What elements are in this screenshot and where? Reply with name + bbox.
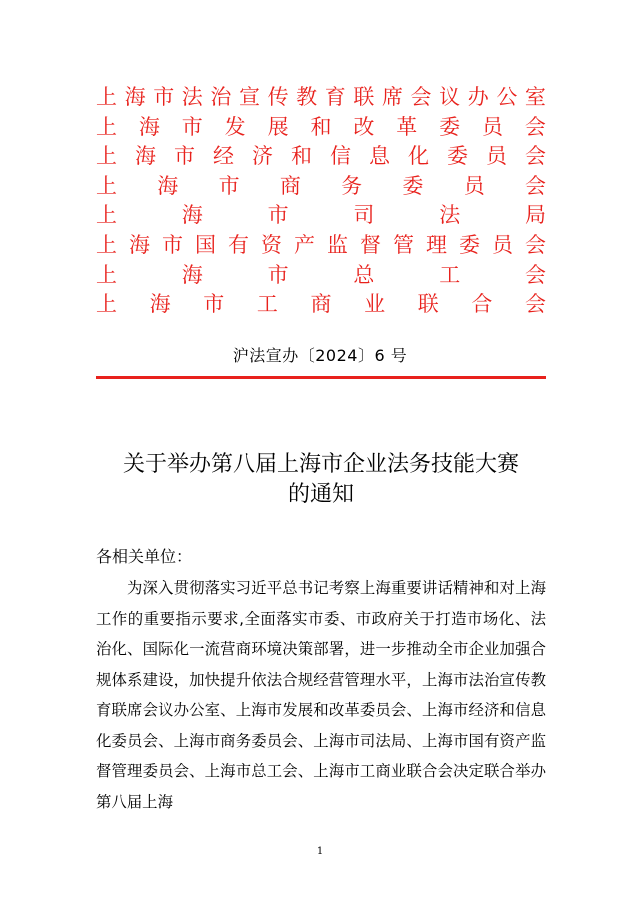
- issuer-char: 发: [224, 114, 246, 139]
- issuer-char: 理: [426, 232, 447, 257]
- issuer-char: 海: [129, 232, 150, 257]
- issuer-char: 会: [410, 85, 432, 109]
- issuer-char: 工: [439, 262, 461, 287]
- issuer-line: [96, 142, 546, 172]
- issuer-char: 委: [447, 144, 468, 169]
- issuer-char: 海: [157, 173, 179, 198]
- issuer-char: 市: [267, 262, 289, 287]
- page-number: 1: [316, 846, 324, 857]
- document-number: 沪法宣办〔2024〕6 号: [232, 346, 408, 365]
- issuer-char: 有: [228, 232, 249, 257]
- issuer-char: 海: [149, 292, 171, 317]
- issuer-char: 商: [310, 292, 332, 317]
- issuer-char: 局: [524, 203, 546, 228]
- issuer-char: 信: [330, 144, 351, 169]
- issuer-char: 会: [525, 144, 546, 169]
- issuer-char: 管: [393, 232, 414, 257]
- issuer-char: 上: [96, 85, 117, 109]
- notice-title: [96, 450, 546, 510]
- issuer-line: [96, 83, 546, 113]
- issuer-char: 革: [396, 114, 418, 139]
- issuer-char: 济: [252, 144, 273, 169]
- issuer-char: 化: [408, 144, 429, 169]
- issuer-char: 会: [524, 262, 546, 287]
- issuer-line: [96, 172, 546, 202]
- issuer-line: [96, 231, 546, 261]
- issuer-char: 经: [213, 144, 234, 169]
- issuer-char: 会: [525, 292, 546, 317]
- issuer-char: 商: [279, 173, 301, 198]
- issuer-char: 委: [439, 114, 461, 139]
- issuer-char: 工: [256, 292, 278, 317]
- issuer-char: 监: [327, 232, 348, 257]
- issuer-char: 教: [296, 85, 318, 109]
- issuer-char: 上: [96, 144, 117, 169]
- issuer-char: 办: [467, 85, 489, 109]
- issuer-char: 产: [294, 232, 315, 257]
- red-divider: [96, 376, 546, 379]
- issuer-char: 市: [203, 292, 225, 317]
- issuer-char: 市: [162, 232, 183, 257]
- issuer-char: 上: [96, 114, 117, 139]
- issuer-char: 息: [369, 144, 390, 169]
- issuer-char: 资: [261, 232, 282, 257]
- issuer-char: 业: [364, 292, 386, 317]
- issuer-char: 总: [353, 262, 375, 287]
- issuer-char: 和: [291, 144, 312, 169]
- issuer-char: 员: [492, 232, 513, 257]
- issuer-line: [96, 113, 546, 143]
- issuer-char: 市: [174, 144, 195, 169]
- issuer-char: 会: [524, 173, 546, 198]
- title-line-2: 的通知: [287, 482, 354, 507]
- issuer-char: 海: [138, 114, 160, 139]
- issuer-char: 治: [210, 85, 232, 109]
- issuer-line: [96, 261, 546, 291]
- issuer-char: 上: [96, 203, 117, 228]
- issuer-char: 海: [181, 203, 203, 228]
- issuer-char: 督: [360, 232, 381, 257]
- issuer-char: 员: [482, 114, 504, 139]
- issuer-char: 和: [310, 114, 332, 139]
- issuer-char: 室: [524, 85, 546, 109]
- issuer-char: 海: [135, 144, 156, 169]
- issuer-line: [96, 201, 546, 231]
- issuer-char: 员: [486, 144, 507, 169]
- issuer-char: 上: [96, 173, 117, 198]
- issuer-char: 议: [439, 85, 461, 109]
- issuer-char: 会: [524, 114, 546, 139]
- issuer-char: 联: [417, 292, 439, 317]
- issuer-char: 会: [525, 232, 546, 257]
- issuer-char: 司: [353, 203, 375, 228]
- salutation: 各相关单位：: [96, 547, 193, 566]
- issuer-char: 合: [471, 292, 493, 317]
- issuer-line: [96, 290, 546, 320]
- issuer-char: 委: [402, 173, 424, 198]
- issuer-char: 市: [267, 203, 289, 228]
- title-line-1: 关于举办第八届上海市企业法务技能大赛: [122, 452, 519, 477]
- issuer-char: 海: [124, 85, 146, 109]
- body-paragraph: 为深入贯彻落实习近平总书记考察上海重要讲话精神和对上海工作的重要指示要求,全面落实市委、市政府关于打造市场化、法治化、国际化一流营商环境决策部署，进一步推动全市企业加强合规体系建设，加快提升依法合规经营管理水平，上海市法治宣传教育联席会议办公室、上海市发展和改革委员会、上海市经济和信息化委员会、上海市商务委员会、上海市司法局、上海市国有资产监督管理委员会、上海市总工会、上海市工商业联合会决定联合举办第八届上海: [96, 579, 546, 811]
- issuer-char: 法: [181, 85, 203, 109]
- issuer-char: 法: [439, 203, 461, 228]
- issuer-char: 上: [96, 262, 117, 287]
- issuer-char: 公: [496, 85, 518, 109]
- issuer-char: 联: [353, 85, 375, 109]
- issuer-char: 传: [267, 85, 289, 109]
- issuer-char: 务: [341, 173, 363, 198]
- issuer-char: 席: [381, 85, 403, 109]
- issuer-char: 展: [267, 114, 289, 139]
- issuer-char: 上: [96, 232, 117, 257]
- issuer-char: 海: [181, 262, 203, 287]
- issuer-char: 委: [459, 232, 480, 257]
- issuer-char: 市: [218, 173, 240, 198]
- issuer-char: 市: [181, 114, 203, 139]
- issuer-char: 宣: [238, 85, 260, 109]
- issuer-char: 员: [463, 173, 485, 198]
- issuing-agencies: [96, 83, 546, 320]
- issuer-char: 上: [96, 292, 117, 317]
- issuer-char: 国: [195, 232, 216, 257]
- issuer-char: 市: [153, 85, 175, 109]
- issuer-char: 育: [324, 85, 346, 109]
- issuer-char: 改: [353, 114, 375, 139]
